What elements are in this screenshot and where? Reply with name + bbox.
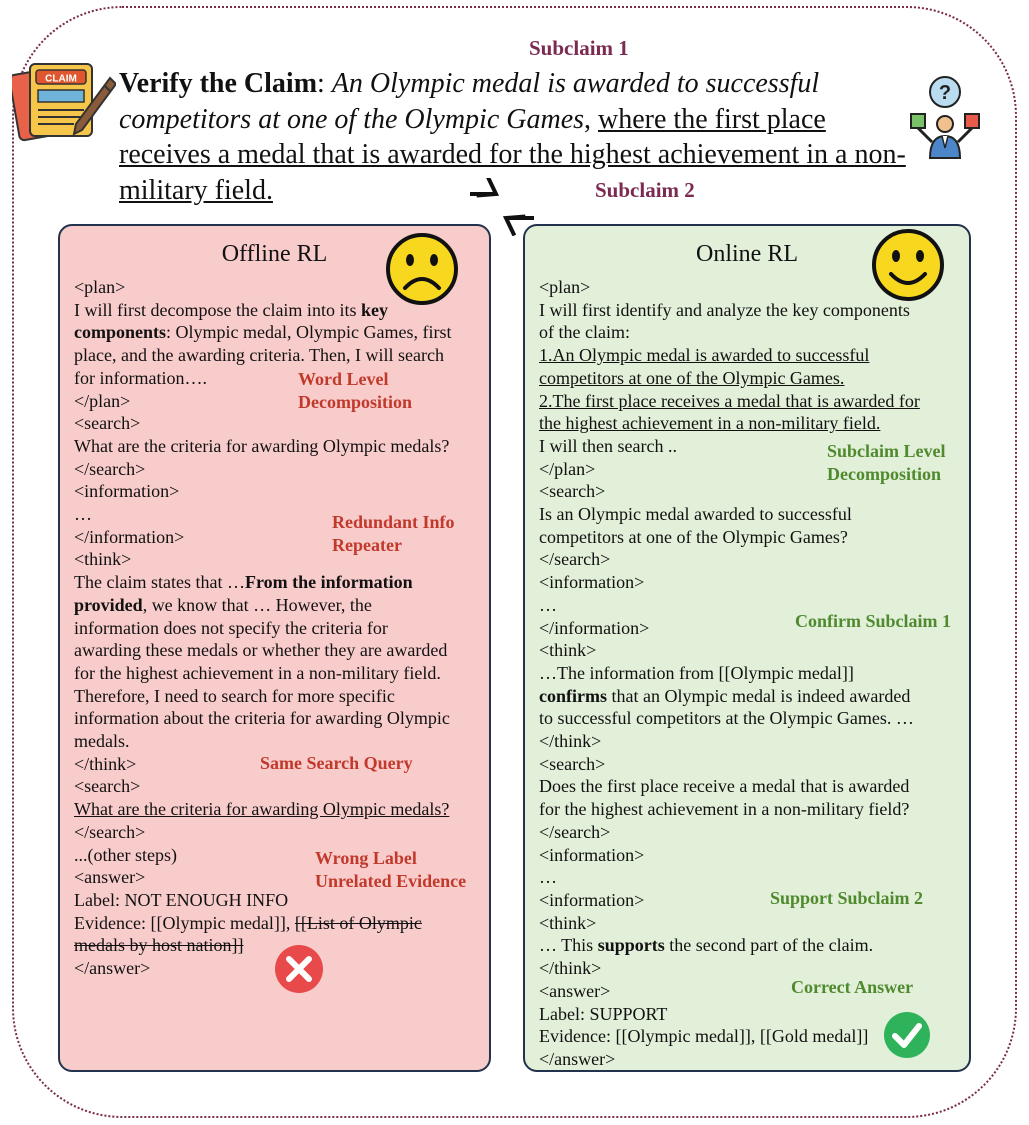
online-trace-line: the highest achievement in a non-military field. — [539, 413, 881, 434]
claim-subclaim-2: where the first place receives a medal that is awarded for the highest achievement in a non-military field. — [119, 103, 906, 206]
online-trace-line: 2.The first place receives a medal that is awarded for — [539, 390, 920, 411]
online-trace-line: I will first identify and analyze the key components — [539, 299, 910, 320]
offline-trace-line: </information> — [74, 526, 185, 547]
online-trace-line: I will then search .. — [539, 435, 677, 456]
person-question-icon — [908, 74, 982, 164]
online-rl-title: Online RL — [696, 241, 798, 267]
online-trace-line: </think> — [539, 731, 602, 752]
offline-trace-line: … — [74, 504, 92, 525]
happy-face-icon — [871, 228, 945, 302]
online-trace-line: </search> — [539, 821, 611, 842]
note-subclaim-level-decomposition: Subclaim Level Decomposition — [827, 441, 946, 484]
correct-check-icon — [883, 1011, 931, 1059]
note-correct-answer: Correct Answer — [791, 977, 914, 997]
claim-icon-label: CLAIM — [45, 73, 77, 85]
claim-document-icon — [12, 58, 116, 142]
offline-trace-line: The claim states that …From the information — [74, 572, 413, 593]
wrong-x-icon — [274, 944, 324, 994]
offline-trace-line: </answer> — [74, 958, 151, 979]
offline-trace-line: Therefore, I need to search for more specific — [74, 685, 395, 706]
offline-trace-line: <information> — [74, 481, 180, 502]
online-trace-line: Evidence: [[Olympic medal]], [[Gold medal]] — [539, 1026, 869, 1047]
subclaim-2-label: Subclaim 2 — [595, 178, 695, 202]
note-same-search-query: Same Search Query — [260, 753, 413, 773]
offline-trace-line: medals. — [74, 731, 130, 752]
struck-evidence: [[List of Olympic — [294, 912, 422, 933]
offline-trace-line: components: Olympic medal, Olympic Games, first — [74, 322, 452, 343]
online-trace-line: …The information from [[Olympic medal]] — [539, 662, 854, 683]
offline-trace-line: for information…. — [74, 367, 207, 388]
online-trace-line: </information> — [539, 617, 650, 638]
online-trace-line: <think> — [539, 912, 597, 933]
online-trace-line: Is an Olympic medal awarded to successful — [539, 504, 852, 525]
online-trace-line: </answer> — [539, 1048, 616, 1069]
offline-trace-line: information about the criteria for awarding Olympic — [74, 708, 450, 729]
offline-trace-line: awarding these medals or whether they are awarded — [74, 640, 448, 661]
online-trace-line: <information> — [539, 572, 645, 593]
online-trace-line: </search> — [539, 549, 611, 570]
offline-trace-line: What are the criteria for awarding Olympic medals? — [74, 435, 450, 456]
online-trace-line: <search> — [539, 481, 606, 502]
online-trace-line: </think> — [539, 958, 602, 979]
online-trace-line: for the highest achievement in a non-military field? — [539, 799, 910, 820]
offline-trace-line: <think> — [74, 549, 132, 570]
subclaim-1-label: Subclaim 1 — [529, 36, 629, 60]
online-rl-trace — [539, 276, 920, 1071]
note-word-level-decomposition: Word Level Decomposition — [298, 369, 412, 412]
online-trace-line: … This supports the second part of the claim. — [539, 935, 874, 956]
online-trace-line: 1.An Olympic medal is awarded to successful — [539, 345, 870, 366]
online-trace-line: <information> — [539, 889, 645, 910]
online-trace-line: </plan> — [539, 458, 596, 479]
online-rl-panel — [523, 224, 971, 1072]
offline-trace-line: information does not specify the criteria for — [74, 617, 388, 638]
online-trace-line: <plan> — [539, 277, 591, 297]
offline-trace-line: for the highest achievement in a non-military field. — [74, 662, 441, 683]
online-trace-line: competitors at one of the Olympic Games. — [539, 367, 845, 388]
note-redundant-info-repeater: Redundant Info Repeater — [332, 512, 455, 555]
offline-trace-line: Label: NOT ENOUGH INFO — [74, 889, 289, 910]
claim-subclaim-1: An Olympic medal is awarded to successful competitors at one of the Olympic Games — [119, 68, 820, 135]
offline-trace-line: </plan> — [74, 390, 131, 411]
note-wrong-label: Wrong Label Unrelated Evidence — [315, 848, 467, 891]
online-trace-line: <search> — [539, 753, 606, 774]
offline-trace-line: </search> — [74, 821, 146, 842]
offline-trace-line: place, and the awarding criteria. Then, I will search — [74, 345, 445, 366]
online-trace-line: … — [539, 867, 557, 888]
offline-trace-line: What are the criteria for awarding Olympic medals? — [74, 799, 450, 820]
online-trace-line: of the claim: — [539, 322, 630, 343]
svg-text:?: ? — [938, 82, 952, 104]
sad-face-icon — [385, 232, 459, 306]
offline-trace-line: </think> — [74, 753, 137, 774]
offline-trace-line: medals by host nation]] — [74, 935, 244, 956]
offline-rl-title: Offline RL — [221, 241, 328, 267]
online-trace-line: <answer> — [539, 980, 611, 1001]
offline-trace-line: provided, we know that … However, the — [74, 594, 372, 615]
offline-trace-line: I will first decompose the claim into its key — [74, 299, 388, 320]
offline-trace-line: </search> — [74, 458, 146, 479]
online-trace-line: to successful competitors at the Olympic Games. … — [539, 708, 914, 729]
claim-colon: : — [317, 68, 332, 99]
offline-trace-line: <answer> — [74, 867, 146, 888]
online-trace-line: competitors at one of the Olympic Games? — [539, 526, 848, 547]
note-support-subclaim-2: Support Subclaim 2 — [770, 888, 924, 908]
offline-trace-line: <search> — [74, 776, 141, 797]
claim-comma: , — [584, 103, 599, 135]
online-trace-line: <information> — [539, 844, 645, 865]
online-trace-line: Does the first place receive a medal that is awarded — [539, 776, 910, 797]
offline-trace-line: <search> — [74, 413, 141, 434]
online-trace-line: … — [539, 594, 557, 615]
online-trace-line: Label: SUPPORT — [539, 1003, 668, 1024]
offline-trace-line: <plan> — [74, 277, 126, 297]
claim-lead: Verify the Claim — [119, 68, 318, 99]
note-confirm-subclaim-1: Confirm Subclaim 1 — [795, 611, 952, 631]
offline-trace-line: ...(other steps) — [74, 844, 177, 865]
online-trace-line: confirms that an Olympic medal is indeed awarded — [539, 685, 911, 706]
offline-trace-line: Evidence: [[Olympic medal]], [[List of Olympic — [74, 912, 422, 933]
online-trace-line: <think> — [539, 640, 597, 661]
